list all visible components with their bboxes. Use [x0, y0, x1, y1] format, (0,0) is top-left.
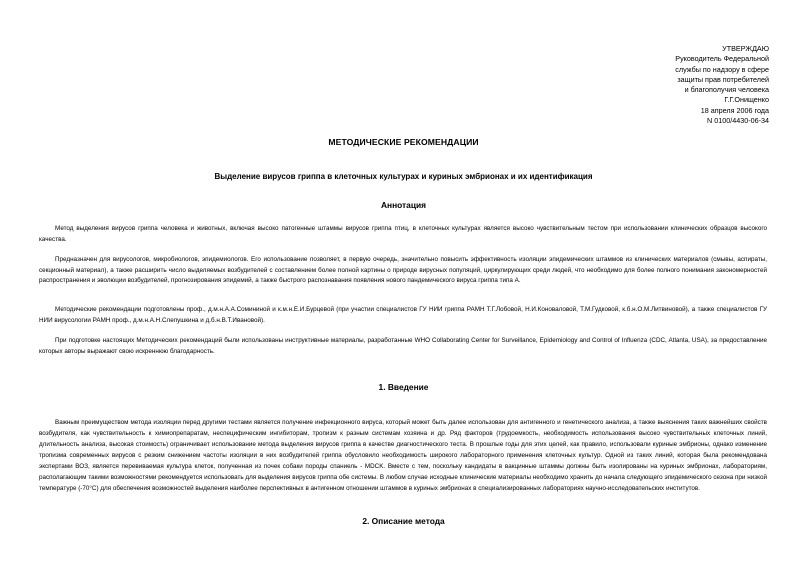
annotation-heading: Аннотация — [380, 200, 426, 210]
introduction-heading: 1. Введение — [378, 382, 429, 392]
approval-block — [675, 44, 769, 126]
introduction-paragraph: Важным преимуществом метода изоляции перед другими тестами является получение инфекционного вируса, который может быть далее использован для антигенного и генетического анализа, а также выяснения таких важнейших свойств возбудителя, как чувствительность к химиопрепаратам, неспецифическим ингибиторам, тропизм к разным системам хозяина и др. Ряд факторов (трудоемкость, необходимость использования высоко чувствительных клеточных линий, длительность анализа, высокая стоимость) ограничивает использование метода выделения вирусов гриппа в качестве диагностического теста. В прошлые годы для этих целей, как правило, использовали куриные эмбрионы, однако изменение тропизма современных вирусов с резким снижением частоты изоляции в них возбудителей гриппа обусловило необходимость широкого лабораторного применения клеточных культур. Одной из таких линий, которая была рекомендована экспертами ВОЗ, является перевиваемая культура клеток, полученная из почек собаки породы спаниель - MDCK. Вместе с тем, поскольку кандидаты в вакцинные штаммы должны быть изолированы на куриных эмбрионах, лабораториям, располагающим такими возможностями рекомендуется использовать для выделения вирусов гриппа обе системы. В любом случае исходные клинические материалы необходимо хранить до начала следующего эпидемического сезона при низкой температуре (-70°С) для обеспечения возможностей выделения наиболее перспективных в антигенном отношении штаммов в куриных эмбрионах в специализированных лабораториях научно-исследовательских институтов. — [39, 419, 767, 492]
approval-line: Руководитель Федеральной — [675, 54, 769, 64]
approval-line: 18 апреля 2006 года — [700, 105, 769, 115]
approval-line: и благополучия человека — [684, 85, 769, 95]
methods-heading: 2. Описание метода — [362, 516, 445, 526]
document-title: МЕТОДИЧЕСКИЕ РЕКОМЕНДАЦИИ — [328, 137, 479, 147]
approval-line: N 0100/4430-06-34 — [707, 116, 769, 126]
approval-line: службы по надзору в сфере — [675, 64, 769, 74]
approval-line: УТВЕРЖДАЮ — [722, 44, 769, 53]
annotation-paragraph: Предназначен для вирусологов, микробиологов, эпидемиологов. Его использование позволяет, в первую очередь, значительно повысить эффективность изоляции эпидемических штаммов из клинических материалов (смывы, аспираты, секционный материал), а также расширить число выделяемых возбудителей с составлением более полной картины о природе вирусных популяций, циркулирующих среди людей, что необходимо для более полного понимания закономерностей распространения и эволюции возбудителей, прогнозирования эпидемий, а также быстрого распознавания появления нового пандемического вируса гриппа типа А. — [39, 256, 767, 285]
annotation-paragraph: При подготовке настоящих Методических рекомендаций были использованы инструктивные материалы, разработанные WHO Collaborating Center for Surveillance, Epidemiology and Control of Influenza (CDC, Atlanta, USA), за предоставление которых авторы выражают свою искреннюю благодарность. — [39, 337, 767, 355]
approval-line: Г.Г.Онищенко — [724, 95, 769, 105]
annotation-paragraph: Методические рекомендации подготовлены проф., д.м.н.А.А.Сомининой и к.м.н.Е.И.Бурцевой (при участии специалистов ГУ НИИ гриппа РАМН Т.Г.Лобовой, Н.И.Коноваловой, Т.М.Гудковой, к.б.н.О.М.Литвиновой), а также специалистов ГУ НИИ вирусологии РАМН проф., д.м.н.А.Н.Слепушкина и д.б.н.В.Т.Ивановой). — [39, 306, 767, 324]
approval-line: защиты прав потребителей — [677, 74, 769, 84]
document-subtitle: Выделение вирусов гриппа в клеточных культурах и куриных эмбрионах и их идентификация — [214, 172, 593, 181]
annotation-paragraph: Метод выделения вирусов гриппа человека и животных, включая высоко патогенные штаммы вирусов гриппа птиц, в клеточных культурах является высоко чувствительным тестом при использовании клинических образцов высокого качества. — [39, 225, 767, 243]
